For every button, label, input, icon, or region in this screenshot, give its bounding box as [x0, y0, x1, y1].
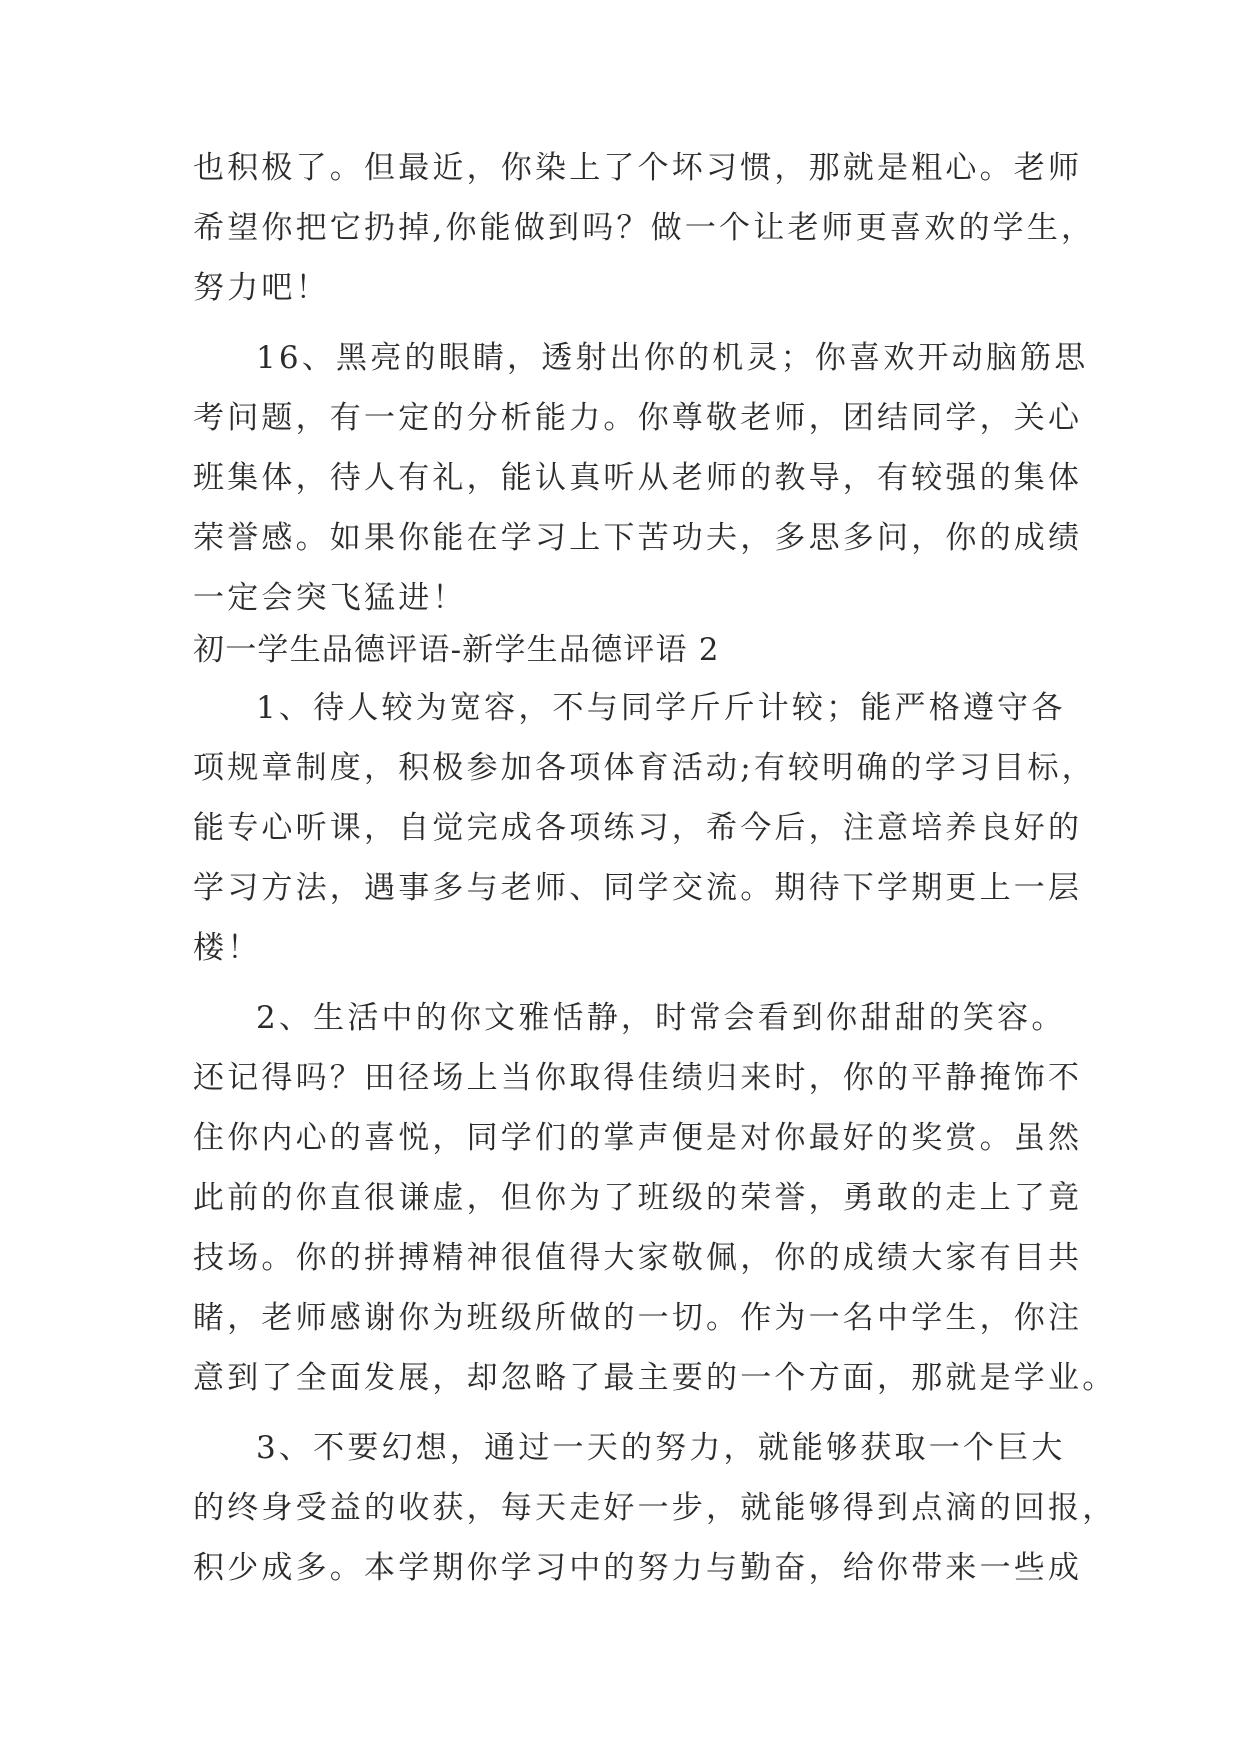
text-line: 学习方法，遇事多与老师、同学交流。期待下学期更上一层 — [193, 870, 1083, 906]
text-line: 睹，老师感谢你为班级所做的一切。作为一名中学生，你注 — [193, 1300, 1083, 1336]
text-line: 技场。你的拼搏精神很值得大家敬佩，你的成绩大家有目共 — [193, 1240, 1083, 1276]
section-heading: 初一学生品德评语-新学生品德评语 2 — [193, 632, 720, 668]
paragraph-3-start: 3、不要幻想，通过一天的努力，就能够获取一个巨大 — [256, 1430, 1066, 1466]
text-line: 意到了全面发展，却忽略了最主要的一个方面，那就是学业。 — [193, 1360, 1117, 1396]
text-line: 能专心听课，自觉完成各项练习，希今后，注意培养良好的 — [193, 810, 1083, 846]
text-line: 项规章制度，积极参加各项体育活动;有较明确的学习目标， — [193, 750, 1096, 786]
text-line: 也积极了。但最近，你染上了个坏习惯，那就是粗心。老师 — [193, 150, 1083, 186]
text-line: 希望你把它扔掉,你能做到吗？做一个让老师更喜欢的学生， — [193, 210, 1096, 246]
text-line: 还记得吗？田径场上当你取得佳绩归来时，你的平静掩饰不 — [193, 1060, 1083, 1096]
text-line: 积少成多。本学期你学习中的努力与勤奋，给你带来一些成 — [193, 1550, 1083, 1586]
text-line: 一定会突飞猛进！ — [193, 580, 467, 616]
text-line: 考问题，有一定的分析能力。你尊敬老师，团结同学，关心 — [193, 400, 1083, 436]
paragraph-1-start: 1、待人较为宽容，不与同学斤斤计较；能严格遵守各 — [256, 690, 1066, 726]
text-line: 班集体，待人有礼，能认真听从老师的教导，有较强的集体 — [193, 460, 1083, 496]
text-line: 此前的你直很谦虚，但你为了班级的荣誉，勇敢的走上了竟 — [193, 1180, 1083, 1216]
text-line: 努力吧！ — [193, 270, 330, 306]
paragraph-16-start: 16、黑亮的眼睛，透射出你的机灵；你喜欢开动脑筋思 — [256, 340, 1089, 376]
text-line: 楼！ — [193, 930, 262, 966]
text-line: 的终身受益的收获，每天走好一步，就能够得到点滴的回报， — [193, 1490, 1117, 1526]
text-line: 荣誉感。如果你能在学习上下苦功夫，多思多问，你的成绩 — [193, 520, 1083, 556]
paragraph-2-start: 2、生活中的你文雅恬静，时常会看到你甜甜的笑容。 — [256, 1000, 1066, 1036]
text-line: 住你内心的喜悦，同学们的掌声便是对你最好的奖赏。虽然 — [193, 1120, 1083, 1156]
